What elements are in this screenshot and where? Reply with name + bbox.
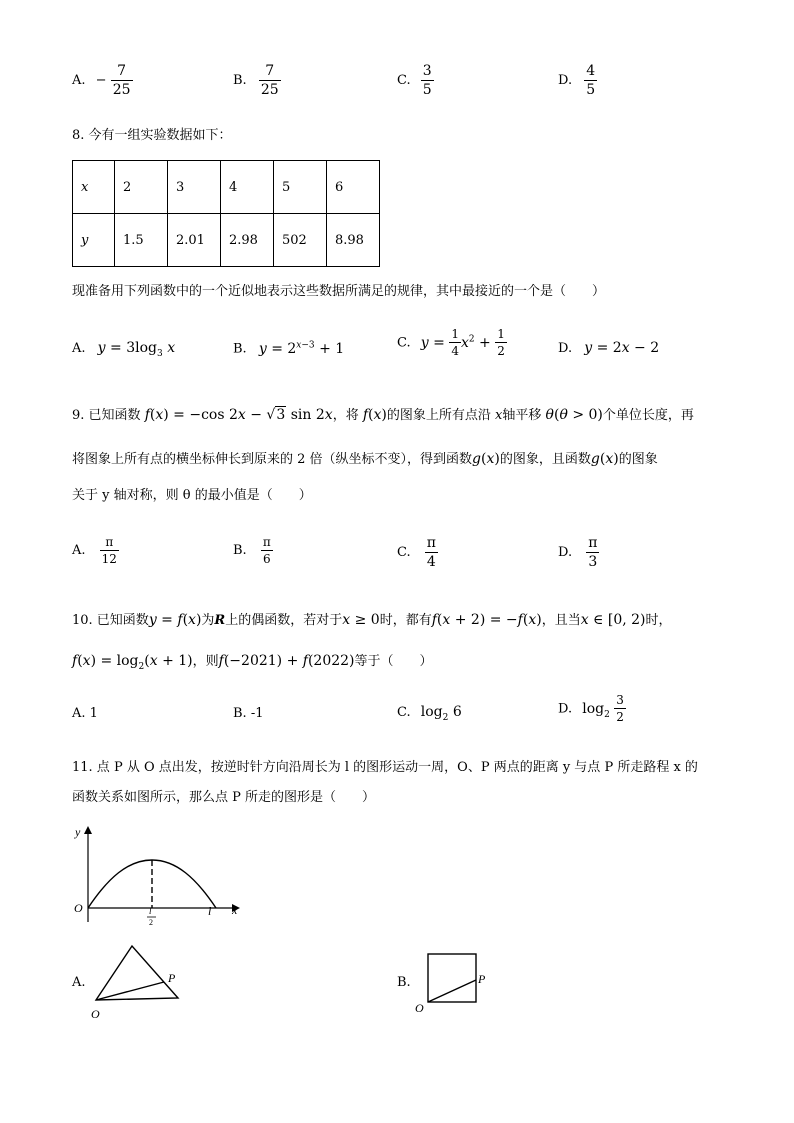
point-o-label: O: [91, 1007, 100, 1021]
table-cell: y: [73, 214, 115, 267]
q11-option-b-label: B.: [397, 975, 411, 990]
formula: x ≥ 0: [342, 612, 380, 628]
q11-line-2: 函数关系如图所示，那么点 P 所走的图形是（ ）: [72, 790, 376, 805]
q10-option-a: A. 1: [72, 706, 98, 721]
text: 个单位长度，再: [602, 408, 694, 423]
q8-stem: 8. 今有一组实验数据如下：: [72, 128, 232, 143]
option-label: C.: [397, 705, 411, 720]
minus-sign: −: [95, 73, 107, 88]
option-label: D.: [558, 545, 573, 560]
q7-option-a: [72, 64, 133, 97]
tick-mid-denominator: 2: [149, 918, 153, 927]
fraction: $\frac{\pi}{4}$: [426, 535, 436, 570]
formula: $y = 2^{x-3} + 1$: [258, 340, 345, 357]
text: ，则: [192, 654, 219, 669]
table-row: [73, 161, 380, 214]
option-label: B.: [233, 73, 247, 88]
option-label: A.: [72, 543, 86, 558]
text: 的图象: [618, 452, 658, 467]
q10-option-c: [397, 704, 462, 723]
q10-line-1: 10. 已知函数y = f(x)为R上的偶函数，若对于x ≥ 0时，都有f(x + 2) = −f(x)，且当x ∈ [0, 2)时，: [72, 612, 672, 628]
q9-line-1: 9. 已知函数 f(x) = −cos 2x − √3 sin 2x，将 f(x)的图象上所有点沿 x轴平移 θ(θ > 0)个单位长度，再: [72, 407, 694, 423]
table-cell: x: [73, 161, 115, 214]
table-cell: 8.98: [327, 214, 380, 267]
option-label: D.: [558, 341, 573, 356]
q7-option-c: [397, 64, 434, 97]
q8-option-d: [558, 340, 659, 356]
formula: y = f(x): [148, 612, 202, 628]
y-axis-label: y: [75, 825, 81, 839]
table-cell: 502: [274, 214, 327, 267]
q11-option-a-label: A.: [72, 975, 86, 990]
q11-function-graph: [68, 822, 258, 932]
text: ，将: [332, 408, 359, 423]
table-cell: 3: [168, 161, 221, 214]
text: 的图象，且函数: [499, 452, 591, 467]
formula: g(x): [472, 451, 500, 467]
formula: y = 2x − 2: [584, 340, 660, 356]
formula: g(x): [590, 451, 619, 467]
q10-option-b: B. -1: [233, 706, 264, 721]
formula: θ(θ > 0): [545, 407, 603, 423]
fraction: $\frac{\pi}{3}$: [588, 535, 598, 570]
q11-line-1: 11. 点 P 从 O 点出发，按逆时针方向沿周长为 l 的图形运动一周，O、P 两点的距离 y 与点 P 所走路程 x 的: [72, 760, 698, 775]
q9-line-2: [72, 448, 658, 467]
q9-option-d: [558, 536, 599, 569]
fraction: $\frac{3}{5}$: [422, 63, 432, 98]
option-label: C.: [397, 73, 411, 88]
table-cell: 5: [274, 161, 327, 214]
text: 将图象上所有点的横坐标伸长到原来的 2 倍（纵坐标不变），得到函数: [72, 452, 473, 467]
q10-option-d: [558, 694, 626, 723]
fraction: $\frac{4}{5}$: [586, 63, 596, 98]
formula: f(x) = −cos 2x − √3 sin 2x: [144, 407, 333, 423]
option-label: B.: [233, 543, 247, 558]
table-cell: 2: [115, 161, 168, 214]
text: 等于（ ）: [354, 654, 433, 669]
formula: y = $\frac{1}{4}$ $x^2$ + $\frac{1}{2}$: [420, 327, 505, 358]
text: ，且当: [541, 613, 581, 628]
q7-option-b: [233, 64, 281, 97]
option-label: A.: [72, 73, 86, 88]
y-axis-arrow: [84, 826, 92, 834]
fraction: $\frac{\pi}{6}$: [262, 535, 271, 566]
text: 的图象上所有点沿: [386, 408, 491, 423]
table-row: [73, 214, 380, 267]
x-axis-label: x: [232, 903, 238, 917]
tick-end-label: l: [208, 904, 212, 918]
formula: f(−2021) + f(2022): [218, 653, 355, 669]
q10-line-2: [72, 650, 433, 672]
q11-option-a-triangle: [88, 942, 188, 1022]
table-cell: 4: [221, 161, 274, 214]
table-cell: 2.01: [168, 214, 221, 267]
q8-option-b: [233, 340, 344, 357]
q9-option-a: [72, 536, 119, 565]
formula: $\log_2 6$: [420, 704, 462, 723]
point-p-label: P: [478, 972, 486, 986]
text: 轴平移: [502, 408, 542, 423]
option-label: A.: [72, 341, 86, 356]
q11-option-b-square: [412, 948, 492, 1018]
q8-data-table: [72, 160, 380, 267]
q8-option-a: [72, 340, 175, 359]
q9-line-3: 关于 y 轴对称，则 θ 的最小值是（ ）: [72, 488, 312, 503]
formula: x ∈ [0, 2): [580, 612, 646, 628]
q8-question: 现准备用下列函数中的一个近似地表示这些数据所满足的规律，其中最接近的一个是（ ）: [72, 284, 606, 299]
segment-op: [428, 980, 476, 1002]
q8-option-c: [397, 328, 507, 357]
point-o-label: O: [415, 1001, 424, 1015]
triangle-shape: [96, 946, 178, 1000]
text: 为: [201, 613, 215, 628]
option-label: D.: [558, 701, 573, 717]
q7-option-d: [558, 64, 597, 97]
square-shape: [428, 954, 476, 1002]
q10-number: 10. 已知函数: [72, 613, 149, 628]
table-cell: 1.5: [115, 214, 168, 267]
tick-mid-numerator: l: [149, 906, 152, 916]
formula: f(x + 2) = −f(x): [431, 612, 542, 628]
formula: f(x): [362, 407, 387, 423]
table-cell: 2.98: [221, 214, 274, 267]
fraction: $\frac{7}{25}$: [260, 63, 279, 98]
point-p-label: P: [168, 971, 176, 985]
text: 时，: [645, 613, 672, 628]
formula: $y = 3\log_3$ x: [97, 340, 176, 359]
option-label: B.: [233, 341, 247, 357]
table-cell: 6: [327, 161, 380, 214]
formula: $f(x) = \log_2(x + 1)$: [72, 653, 193, 672]
origin-label: O: [74, 901, 83, 915]
option-label: C.: [397, 545, 411, 560]
fraction: $\frac{7}{25}$: [112, 63, 131, 98]
q9-option-b: [233, 536, 273, 565]
text: 上的偶函数，若对于: [225, 613, 343, 628]
option-label: C.: [397, 335, 411, 351]
option-label: D.: [558, 73, 573, 88]
fraction: $\frac{\pi}{12}$: [101, 535, 117, 566]
text: 时，都有: [379, 613, 432, 628]
q9-option-c: [397, 536, 438, 569]
q9-number: 9. 已知函数: [72, 408, 141, 423]
formula: $\log_2$ $\frac{3}{2}$: [582, 693, 624, 724]
